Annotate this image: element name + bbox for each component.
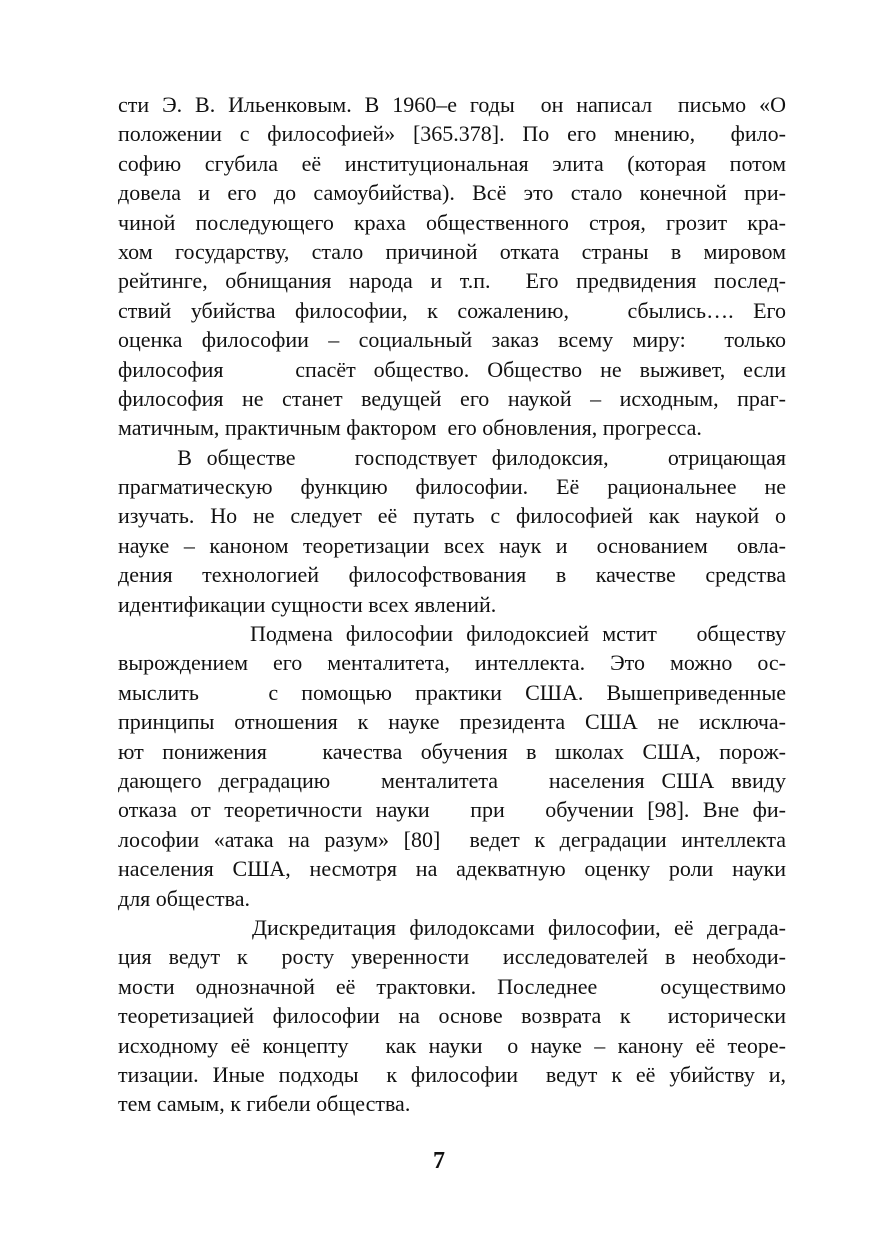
text-line: В обществе господствует филодоксия, отрицающая — [118, 444, 786, 470]
text-line: вырождением его менталитета, интеллекта. Это можно ос- — [118, 650, 786, 676]
text-line: положении с философией» [365.378]. По его мнению, фило- — [118, 121, 786, 147]
text-line: теоретизацией философии на основе возврата к исторически — [118, 1003, 786, 1029]
text-line: мыслить с помощью практики США. Вышеприведенные — [118, 679, 786, 705]
text-line: ция ведут к росту уверенности исследователей в необходи- — [118, 944, 786, 970]
text-line: науке – каноном теоретизации всех наук и основанием овла- — [118, 532, 786, 558]
text-line: ствий убийства философии, к сожалению, сбылись…. Его — [118, 297, 786, 323]
text-line: философия спасёт общество. Общество не выживет, если — [118, 356, 786, 382]
text-line: идентификации сущности всех явлений. — [118, 591, 497, 617]
text-line: прагматическую функцию философии. Её рациональнее не — [118, 474, 786, 500]
page-number: 7 — [433, 1148, 445, 1174]
text-line: принципы отношения к науке президента США не исключа- — [118, 709, 786, 735]
text-line: для общества. — [118, 885, 250, 911]
paragraph-3 — [118, 619, 786, 913]
text-line: софию сгубила её институциональная элита (которая потом — [118, 150, 786, 176]
paragraph-4 — [118, 913, 786, 1119]
text-line: Подмена философии филодоксией мстит обществу — [118, 621, 786, 647]
text-line: философия не станет ведущей его наукой – исходным, праг- — [118, 385, 786, 411]
text-line: рейтинге, обнищания народа и т.п. Его предвидения послед- — [118, 268, 786, 294]
text-line: хом государству, стало причиной отката страны в мировом — [118, 238, 786, 264]
text-line: изучать. Но не следует её путать с философией как наукой о — [118, 503, 786, 529]
text-line: сти Э. В. Ильенковым. В 1960–е годы он написал письмо «О — [118, 92, 786, 117]
body-text — [118, 90, 786, 1119]
paragraph-2 — [118, 443, 786, 619]
text-line: довела и его до самоубийства). Всё это стало конечной при- — [118, 180, 786, 206]
text-line: матичным, практичным фактором его обновления, прогресса. — [118, 415, 702, 441]
paragraph-1 — [118, 90, 786, 443]
text-line: населения США, несмотря на адекватную оценку роли науки — [118, 856, 786, 882]
text-line: исходному её концепту как науки о науке – канону её теоре- — [118, 1032, 786, 1058]
text-line: отказа от теоретичности науки при обучении [98]. Вне фи- — [118, 797, 786, 823]
text-line: Дискредитация филодоксами философии, её деграда- — [118, 914, 786, 940]
text-line: тем самым, к гибели общества. — [118, 1091, 411, 1117]
text-line: оценка философии – социальный заказ всему миру: только — [118, 327, 786, 353]
text-line: дения технологией философствования в качестве средства — [118, 562, 786, 588]
text-line: тизации. Иные подходы к философии ведут к её убийству и, — [118, 1061, 786, 1087]
text-line: ют понижения качества обучения в школах США, порож- — [118, 738, 786, 764]
text-line: чиной последующего краха общественного строя, грозит кра- — [118, 209, 786, 235]
text-line: мости однозначной её трактовки. Последнее осуществимо — [118, 973, 786, 999]
text-line: лософии «атака на разум» [80] ведет к деградации интеллекта — [118, 826, 786, 852]
text-line: дающего деградацию менталитета населения США ввиду — [118, 767, 786, 793]
